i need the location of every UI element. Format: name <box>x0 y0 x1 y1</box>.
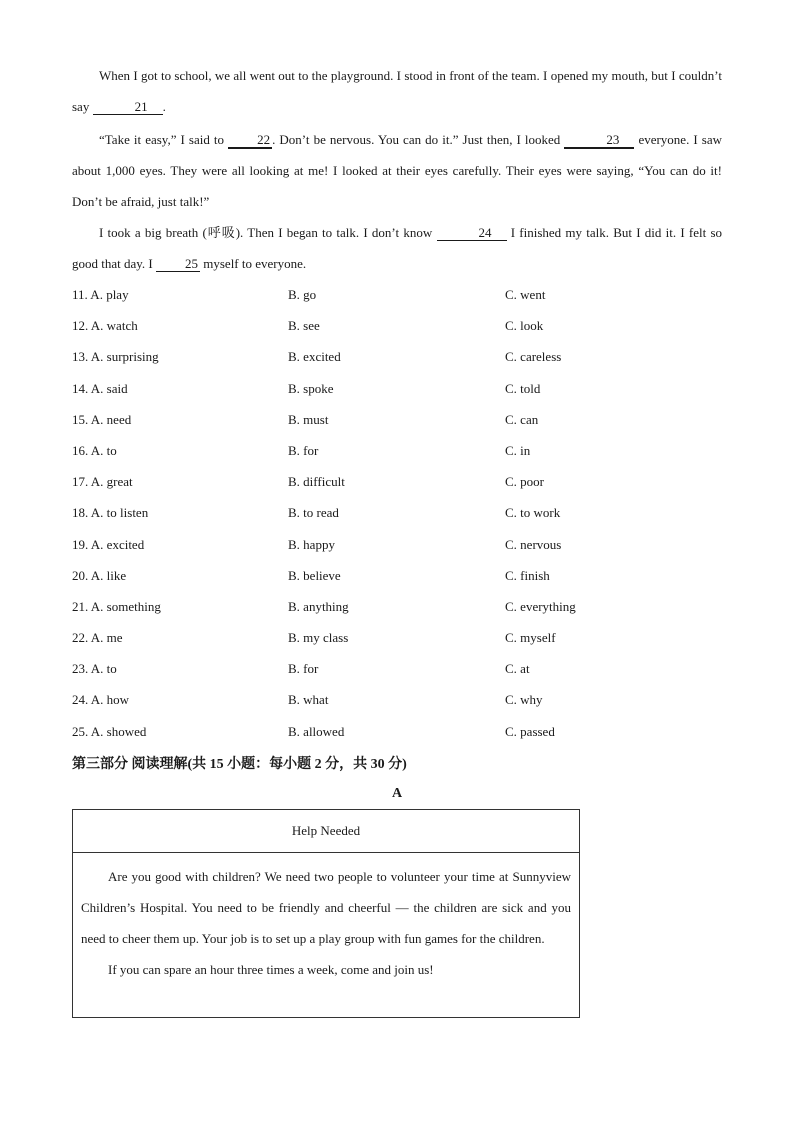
option-a: 13. A. surprising <box>72 349 159 365</box>
option-row <box>72 717 722 748</box>
option-a: 20. A. like <box>72 567 127 583</box>
blank-22: 22 <box>228 133 272 149</box>
option-b: B. allowed <box>288 723 345 739</box>
blank-21: 21 <box>93 100 163 115</box>
option-a: 24. A. how <box>72 692 130 708</box>
option-b: B. must <box>288 411 329 427</box>
notice-paragraph-2: If you can spare an hour three times a week, come and join us! <box>108 962 434 977</box>
option-b: B. what <box>288 692 329 708</box>
option-c: C. at <box>505 661 530 677</box>
section-title: 第三部分 阅读理解(共 15 小题：每小题 2 分，共 30 分) <box>72 757 407 772</box>
passage-text: . <box>162 99 166 114</box>
option-c: C. told <box>505 380 541 396</box>
option-c: C. finish <box>505 567 550 583</box>
passage-text: “Take it easy,” I said to <box>99 132 229 147</box>
option-b: B. anything <box>288 598 349 614</box>
option-row <box>72 654 722 685</box>
option-row <box>72 374 722 405</box>
option-row <box>72 311 722 342</box>
option-c: C. poor <box>505 474 544 490</box>
option-row <box>72 530 722 561</box>
passage-paragraph-1 <box>72 60 722 122</box>
option-b: B. see <box>288 318 320 334</box>
option-b: B. spoke <box>288 380 334 396</box>
part-heading: A <box>391 786 403 801</box>
blank-23: 23 <box>564 133 634 149</box>
option-a: 17. A. great <box>72 474 133 490</box>
option-c: C. nervous <box>505 536 562 552</box>
option-c: C. myself <box>505 630 556 646</box>
option-c: C. can <box>505 411 539 427</box>
option-row <box>72 467 722 498</box>
option-a: 25. A. showed <box>72 723 147 739</box>
option-row <box>72 685 722 716</box>
option-a: 16. A. to <box>72 442 117 458</box>
option-a: 23. A. to <box>72 661 117 677</box>
option-c: C. went <box>505 287 546 302</box>
passage-text: myself to everyone. <box>200 256 307 271</box>
option-row <box>72 623 722 654</box>
option-b: B. excited <box>288 349 341 365</box>
option-row <box>72 498 722 529</box>
passage-text: When I got to school, we all went out to the playground. I stood in front of the team. I opened my mouth, but I couldn’t say <box>72 68 722 114</box>
notice-paragraph-1: Are you good with children? We need two people to volunteer your time at Sunnyview Children’s Hospital. You need to be friendly and cheerful — the children are sick and you need to cheer them up. Your job is to set up a play group with fun games for the children. <box>81 869 571 946</box>
blank-25: 25 <box>156 257 200 272</box>
option-c: C. why <box>505 692 543 708</box>
option-row <box>72 436 722 467</box>
passage-paragraph-3 <box>72 217 722 279</box>
option-a: 15. A. need <box>72 411 132 427</box>
option-a: 14. A. said <box>72 380 128 396</box>
option-a: 21. A. something <box>72 598 161 614</box>
option-b: B. difficult <box>288 474 345 490</box>
option-b: B. for <box>288 442 319 458</box>
option-a: 11. A. play <box>72 287 129 302</box>
notice-title: Help Needed <box>73 810 579 853</box>
option-c: C. in <box>505 442 531 458</box>
option-b: B. happy <box>288 536 335 552</box>
option-b: B. believe <box>288 567 341 583</box>
option-row <box>72 561 722 592</box>
blank-24: 24 <box>437 226 507 241</box>
option-c: C. look <box>505 318 544 334</box>
option-a: 22. A. me <box>72 630 123 646</box>
option-c: C. careless <box>505 349 562 365</box>
help-needed-notice <box>72 809 580 1018</box>
passage-text: I finished my talk. But I did it. I felt so good that day. I <box>72 225 722 271</box>
option-row <box>72 592 722 623</box>
notice-body <box>73 853 579 985</box>
option-a: 18. A. to listen <box>72 505 149 521</box>
option-c: C. passed <box>505 723 555 739</box>
option-row <box>72 405 722 436</box>
passage-text: I took a big breath (呼吸). Then I began to talk. I don’t know <box>99 225 437 240</box>
passage-paragraph-2 <box>72 124 722 217</box>
option-a: 12. A. watch <box>72 318 138 334</box>
passage-text: everyone. I saw about 1,000 eyes. They were all looking at me! I looked at their eyes carefully. Their eyes were saying, “You can do it! Don’t be afraid, just talk!” <box>72 132 723 209</box>
option-b: B. my class <box>288 630 349 646</box>
option-b: B. go <box>288 287 317 302</box>
option-c: C. to work <box>505 505 561 521</box>
option-row <box>72 342 722 373</box>
option-c: C. everything <box>505 598 576 614</box>
option-a: 19. A. excited <box>72 536 145 552</box>
answer-options <box>72 280 722 748</box>
option-b: B. to read <box>288 505 339 521</box>
option-b: B. for <box>288 661 319 677</box>
passage-text: . Don’t be nervous. You can do it.” Just then, I looked <box>272 132 565 147</box>
option-row <box>72 280 722 311</box>
